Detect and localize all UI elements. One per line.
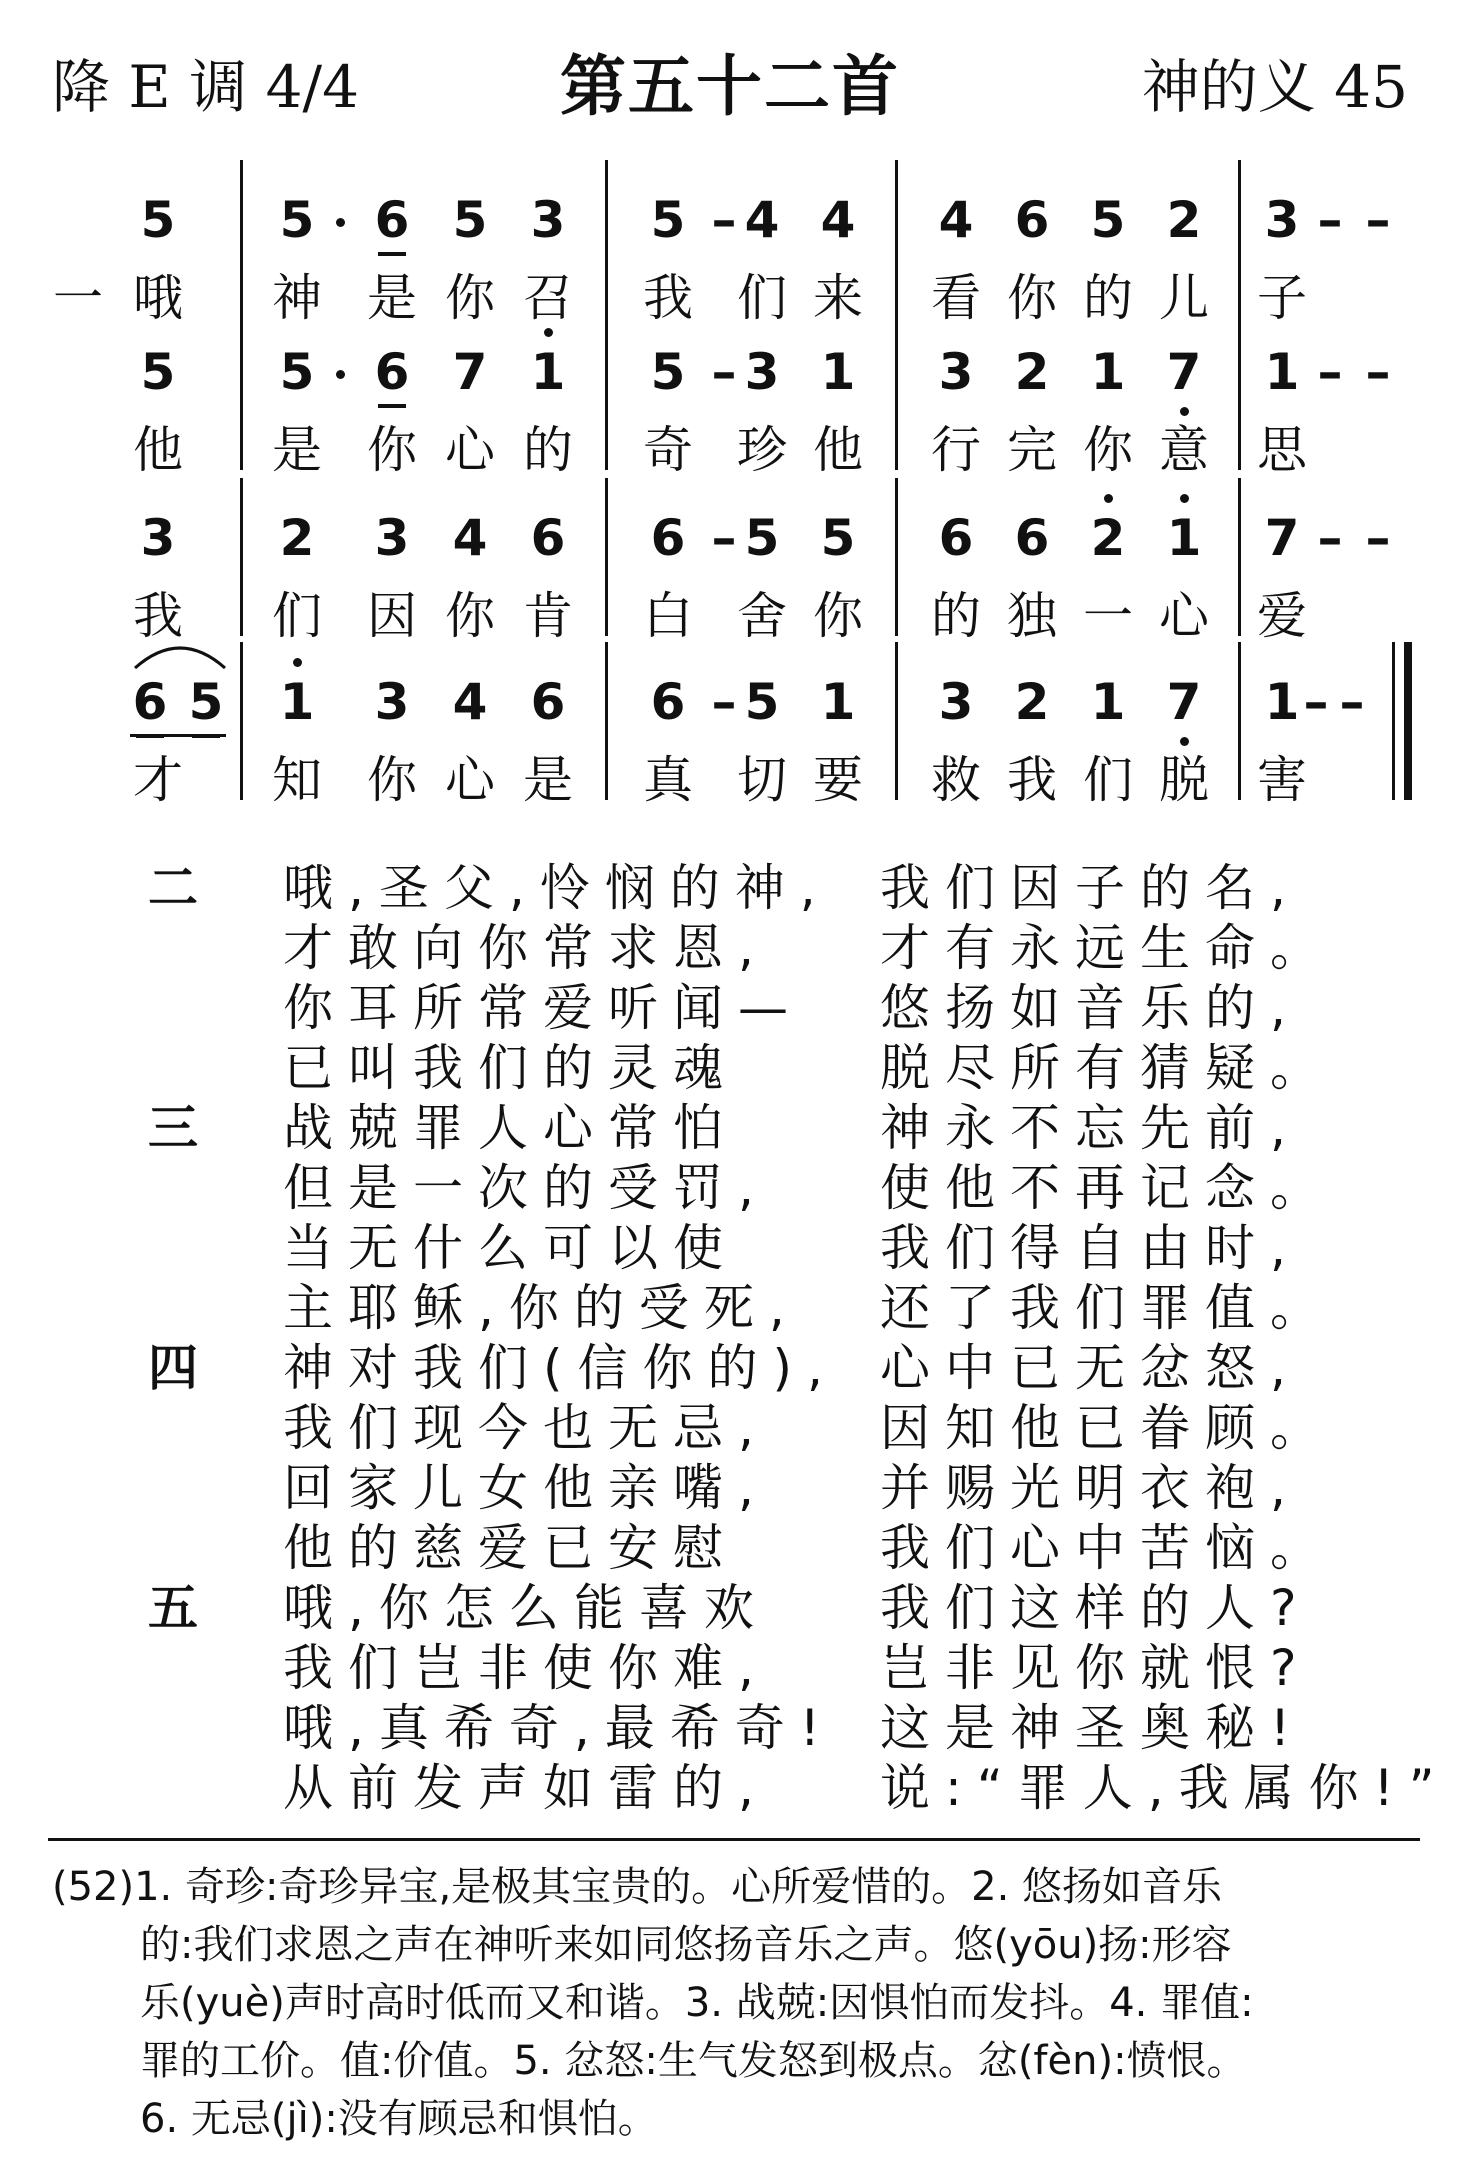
- note: 3: [938, 343, 974, 401]
- lyric-syllable: 思: [1257, 421, 1307, 479]
- verse-number: 一: [53, 269, 103, 327]
- lyric-syllable: 爱: [1257, 587, 1307, 645]
- lyric-syllable: 们: [272, 587, 322, 645]
- beam-underline: [130, 734, 226, 737]
- note: 5: [820, 509, 856, 567]
- lyric-syllable: 我: [1007, 751, 1057, 809]
- note: 1: [1090, 343, 1126, 401]
- footnote-line: 6. 无忌(jì):没有顾忌和惧怕。: [140, 2096, 658, 2142]
- verse-line-right: 我们得自由时,: [880, 1219, 1301, 1277]
- verse-line-left: 哦,你怎么能喜欢: [283, 1579, 769, 1637]
- lyric-syllable: 知: [272, 751, 322, 809]
- note: 6: [372, 190, 412, 250]
- lyric-syllable: 看: [931, 269, 981, 327]
- final-barline: [1404, 642, 1412, 800]
- note: 1: [277, 672, 317, 732]
- footnote-line: 的:我们求恩之声在神听来如同悠扬音乐之声。悠(yōu)扬:形容: [140, 1922, 1232, 1968]
- note: 1: [1264, 343, 1300, 401]
- note: 6: [1014, 191, 1050, 249]
- barline: [240, 642, 243, 800]
- hymn-title: 第五十二首: [560, 48, 900, 125]
- verse-line-right: 岂非见你就恨?: [880, 1639, 1312, 1697]
- note: 6: [1014, 509, 1050, 567]
- note: 6: [130, 672, 170, 732]
- lyric-syllable: 意: [1159, 421, 1209, 479]
- lyric-syllable: 儿: [1159, 269, 1209, 327]
- lyric-syllable: 心: [445, 751, 495, 809]
- note: 5: [744, 673, 780, 731]
- lyric-syllable: 奇: [643, 421, 693, 479]
- barline: [1238, 312, 1241, 470]
- lyric-syllable: 们: [1083, 751, 1133, 809]
- verse-line-left: 才敢向你常求恩,: [283, 919, 769, 977]
- lyric-syllable: 的: [1083, 269, 1133, 327]
- lyric-syllable: 们: [737, 269, 787, 327]
- barline: [605, 312, 608, 470]
- note: 3: [140, 509, 176, 567]
- lyric-syllable: 是: [272, 421, 322, 479]
- barline: [605, 642, 608, 800]
- barline: [605, 160, 608, 318]
- note: 2: [1166, 191, 1202, 249]
- note: 6: [650, 673, 686, 731]
- note: 5: [744, 509, 780, 567]
- barline: [1238, 478, 1241, 636]
- barline: [895, 642, 898, 800]
- lyric-syllable: 的: [523, 421, 573, 479]
- note: 1: [820, 343, 856, 401]
- note: 4: [820, 191, 856, 249]
- lyric-syllable: 行: [931, 421, 981, 479]
- lyric-syllable: 你: [813, 587, 863, 645]
- lyric-syllable: 召: [523, 269, 573, 327]
- lyric-syllable: 真: [643, 751, 693, 809]
- note: 3: [374, 509, 410, 567]
- lyric-syllable: 珍: [737, 421, 787, 479]
- verse-line-right: 才有永远生命。: [880, 919, 1335, 977]
- note: 3: [1264, 191, 1300, 249]
- key-time-signature: 降 E 调 4/4: [52, 53, 359, 121]
- lyric-syllable: 害: [1257, 751, 1307, 809]
- note: 5: [452, 191, 488, 249]
- dash-mark: –: [1365, 509, 1391, 567]
- verse-line-left: 已叫我们的灵魂: [283, 1039, 738, 1097]
- note: 6: [372, 342, 412, 402]
- barline: [605, 478, 608, 636]
- dash-mark: –: [711, 191, 737, 249]
- note: 5: [279, 191, 315, 249]
- note: 1: [1164, 508, 1204, 568]
- barline: [895, 312, 898, 470]
- verse-line-left: 神对我们(信你的),: [283, 1339, 838, 1397]
- lyric-syllable: 才: [133, 751, 183, 809]
- verse-line-left: 你耳所常爱听闻—: [283, 979, 803, 1037]
- lyric-syllable: 切: [737, 751, 787, 809]
- lyric-syllable: 你: [367, 421, 417, 479]
- lyric-syllable: 我: [643, 269, 693, 327]
- footnote-line: 乐(yuè)声时高时低而又和谐。3. 战兢:因惧怕而发抖。4. 罪值:: [140, 1980, 1254, 2026]
- verse-line-right: 并赐光明衣袍,: [880, 1459, 1301, 1517]
- dash-mark: –: [1317, 343, 1343, 401]
- note: 2: [1014, 673, 1050, 731]
- lyric-syllable: 他: [133, 421, 183, 479]
- footnote-line: 罪的工价。值:价值。5. 忿怒:生气发怒到极点。忿(fèn):愤恨。: [140, 2038, 1247, 2084]
- note: 4: [938, 191, 974, 249]
- verse-line-right: 这是神圣奥秘!: [880, 1699, 1306, 1757]
- verse-line-right: 神永不忘先前,: [880, 1099, 1301, 1157]
- note: 7: [1264, 509, 1300, 567]
- lyric-syllable: 肯: [523, 587, 573, 645]
- dash-mark: –: [711, 509, 737, 567]
- note: 7: [1164, 672, 1204, 732]
- lyric-syllable: 的: [931, 587, 981, 645]
- verse-label: 二: [148, 859, 198, 917]
- note: 5: [650, 191, 686, 249]
- verse-line-right: 说:“罪人,我属你!”: [880, 1759, 1450, 1817]
- barline: [895, 478, 898, 636]
- dash-mark: –: [1317, 509, 1343, 567]
- slur-mark: [130, 632, 230, 672]
- note: 1: [1090, 673, 1126, 731]
- note: 5: [140, 191, 176, 249]
- lyric-syllable: 是: [523, 751, 573, 809]
- note: 6: [938, 509, 974, 567]
- lyric-syllable: 心: [445, 421, 495, 479]
- verse-line-right: 我们因子的名,: [880, 859, 1301, 917]
- verse-line-right: 悠扬如音乐的,: [880, 979, 1301, 1037]
- lyric-syllable: 要: [813, 751, 863, 809]
- final-barline: [1392, 642, 1395, 800]
- dash-mark: –: [1317, 191, 1343, 249]
- note: 5: [140, 343, 176, 401]
- barline: [1238, 642, 1241, 800]
- lyric-syllable: 来: [813, 269, 863, 327]
- verse-label: 三: [148, 1099, 198, 1157]
- lyric-syllable: 神: [272, 269, 322, 327]
- lyric-syllable: 子: [1257, 269, 1307, 327]
- lyric-syllable: 我: [133, 587, 183, 645]
- verse-line-left: 主耶稣,你的受死,: [283, 1279, 800, 1337]
- lyric-syllable: 他: [813, 421, 863, 479]
- verse-line-right: 我们这样的人?: [880, 1579, 1312, 1637]
- verse-label: 四: [148, 1339, 198, 1397]
- note: 1: [1264, 673, 1300, 731]
- verse-line-left: 当无什么可以使: [283, 1219, 738, 1277]
- verse-line-left: 哦,圣父,怜悯的神,: [283, 859, 831, 917]
- note: 3: [530, 191, 566, 249]
- lyric-syllable: 完: [1007, 421, 1057, 479]
- note: 7: [1164, 342, 1204, 402]
- verse-label: 五: [148, 1579, 198, 1637]
- dash-mark: –: [1365, 191, 1391, 249]
- lyric-syllable: 一: [1083, 587, 1133, 645]
- note: 4: [744, 191, 780, 249]
- lyric-syllable: 你: [445, 269, 495, 327]
- lyric-syllable: 你: [445, 587, 495, 645]
- note: 5: [1090, 191, 1126, 249]
- barline: [895, 160, 898, 318]
- verse-line-left: 战兢罪人心常怕: [283, 1099, 738, 1157]
- verse-line-right: 脱尽所有猜疑。: [880, 1039, 1335, 1097]
- verse-line-left: 回家儿女他亲嘴,: [283, 1459, 769, 1517]
- lyric-syllable: 白: [643, 587, 693, 645]
- dash-mark: –: [1339, 673, 1365, 731]
- lyric-syllable: 心: [1159, 587, 1209, 645]
- note: 1: [528, 342, 568, 402]
- lyric-syllable: 你: [367, 751, 417, 809]
- verse-line-right: 还了我们罪值。: [880, 1279, 1335, 1337]
- verse-line-left: 但是一次的受罚,: [283, 1159, 769, 1217]
- barline: [1238, 160, 1241, 318]
- lyric-syllable: 因: [367, 587, 417, 645]
- verse-line-right: 因知他已眷顾。: [880, 1399, 1335, 1457]
- note: 2: [1014, 343, 1050, 401]
- verse-line-right: 我们心中苦恼。: [880, 1519, 1335, 1577]
- note: 5: [279, 343, 315, 401]
- dash-mark: –: [711, 343, 737, 401]
- verse-line-left: 哦,真希奇,最希奇!: [283, 1699, 835, 1757]
- note: 4: [452, 509, 488, 567]
- note: 7: [452, 343, 488, 401]
- verse-line-right: 使他不再记念。: [880, 1159, 1335, 1217]
- lyric-syllable: 你: [1083, 421, 1133, 479]
- verse-line-left: 从前发声如雷的,: [283, 1759, 769, 1817]
- barline: [240, 160, 243, 318]
- dash-mark: –: [1303, 673, 1329, 731]
- lyric-syllable: 脱: [1159, 751, 1209, 809]
- lyric-syllable: 哦: [133, 269, 183, 327]
- footnote-divider: [48, 1838, 1420, 1841]
- note: 6: [530, 673, 566, 731]
- note: 4: [452, 673, 488, 731]
- barline: [240, 478, 243, 636]
- verse-line-left: 我们现今也无忌,: [283, 1399, 769, 1457]
- lyric-syllable: 救: [931, 751, 981, 809]
- note: 6: [650, 509, 686, 567]
- note: 2: [279, 509, 315, 567]
- verse-line-left: 我们岂非使你难,: [283, 1639, 769, 1697]
- note: 5: [186, 672, 226, 732]
- lyric-syllable: 你: [1007, 269, 1057, 327]
- dash-mark: –: [711, 673, 737, 731]
- lyric-syllable: 是: [367, 269, 417, 327]
- barline: [240, 312, 243, 470]
- verse-line-right: 心中已无忿怒,: [880, 1339, 1301, 1397]
- footnote-line: (52)1. 奇珍:奇珍异宝,是极其宝贵的。心所爱惜的。2. 悠扬如音乐: [52, 1864, 1223, 1910]
- lyric-syllable: 独: [1007, 587, 1057, 645]
- hymn-section: 神的义 45: [1141, 53, 1408, 121]
- lyric-syllable: 舍: [737, 587, 787, 645]
- dash-mark: –: [1365, 343, 1391, 401]
- note: 5: [650, 343, 686, 401]
- note: 1: [820, 673, 856, 731]
- note: 3: [938, 673, 974, 731]
- verse-line-left: 他的慈爱已安慰: [283, 1519, 738, 1577]
- note: 3: [744, 343, 780, 401]
- note: 6: [530, 509, 566, 567]
- note: 3: [374, 673, 410, 731]
- note: 2: [1088, 508, 1128, 568]
